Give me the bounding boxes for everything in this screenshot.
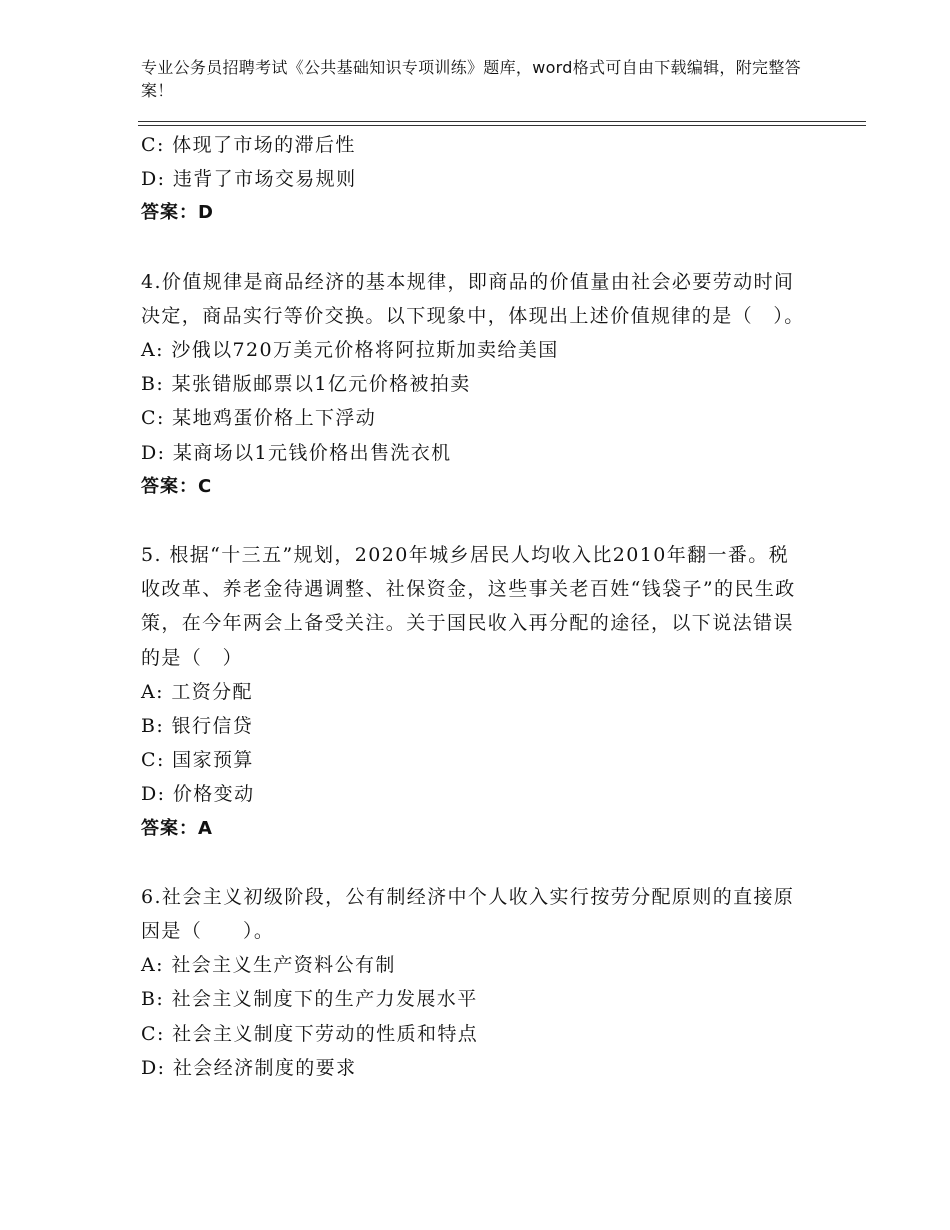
question-4 bbox=[141, 265, 806, 504]
option-d: D: 违背了市场交易规则 bbox=[141, 168, 357, 191]
header-text: 专业公务员招聘考试《公共基础知识专项训练》题库，word格式可自由下载编辑，附完整答案！ bbox=[141, 58, 801, 100]
option-a: A: 工资分配 bbox=[141, 680, 253, 703]
option-b: B: 社会主义制度下的生产力发展水平 bbox=[141, 988, 478, 1011]
option-c: C: 国家预算 bbox=[141, 749, 254, 772]
option-d: D: 社会经济制度的要求 bbox=[141, 1056, 357, 1079]
header-rule-bottom bbox=[138, 125, 866, 126]
option-c: C: 社会主义制度下劳动的性质和特点 bbox=[141, 1022, 479, 1045]
question-stem: 6.社会主义初级阶段，公有制经济中个人收入实行按劳分配原则的直接原因是（ ）。 bbox=[141, 885, 795, 943]
answer-line: 答案：C bbox=[141, 475, 213, 497]
option-d: D: 某商场以1元钱价格出售洗衣机 bbox=[141, 441, 452, 464]
option-a: A: 沙俄以720万美元价格将阿拉斯加卖给美国 bbox=[141, 339, 559, 362]
option-b: B: 某张错版邮票以1亿元价格被拍卖 bbox=[141, 373, 471, 396]
answer-line: 答案：D bbox=[141, 202, 214, 224]
option-c: C: 某地鸡蛋价格上下浮动 bbox=[141, 407, 377, 430]
question-stem: 4.价值规律是商品经济的基本规律，即商品的价值量由社会必要劳动时间决定，商品实行等价交换。以下现象中，体现出上述价值规律的是（ ）。 bbox=[141, 270, 805, 327]
option-c: C: 体现了市场的滞后性 bbox=[141, 134, 356, 156]
page-header bbox=[141, 56, 821, 102]
answer-line: 答案：A bbox=[141, 817, 213, 839]
question-5 bbox=[141, 538, 806, 846]
header-rule-top bbox=[138, 121, 866, 122]
question-stem: 5. 根据“十三五”规划，2020年城乡居民人均收入比2010年翻一番。税收改革、养老金待遇调整、社保资金，这些事关老百姓“钱袋子”的民生政策，在今年两会上备受关注。关于国民收入再分配的途径，以下说法错误的是（ ） bbox=[141, 544, 796, 669]
question-3-tail bbox=[141, 128, 806, 231]
question-list bbox=[141, 128, 806, 1085]
question-6 bbox=[141, 880, 806, 1085]
option-d: D: 价格变动 bbox=[141, 783, 255, 806]
option-a: A: 社会主义生产资料公有制 bbox=[141, 954, 396, 977]
option-b: B: 银行信贷 bbox=[141, 715, 254, 738]
